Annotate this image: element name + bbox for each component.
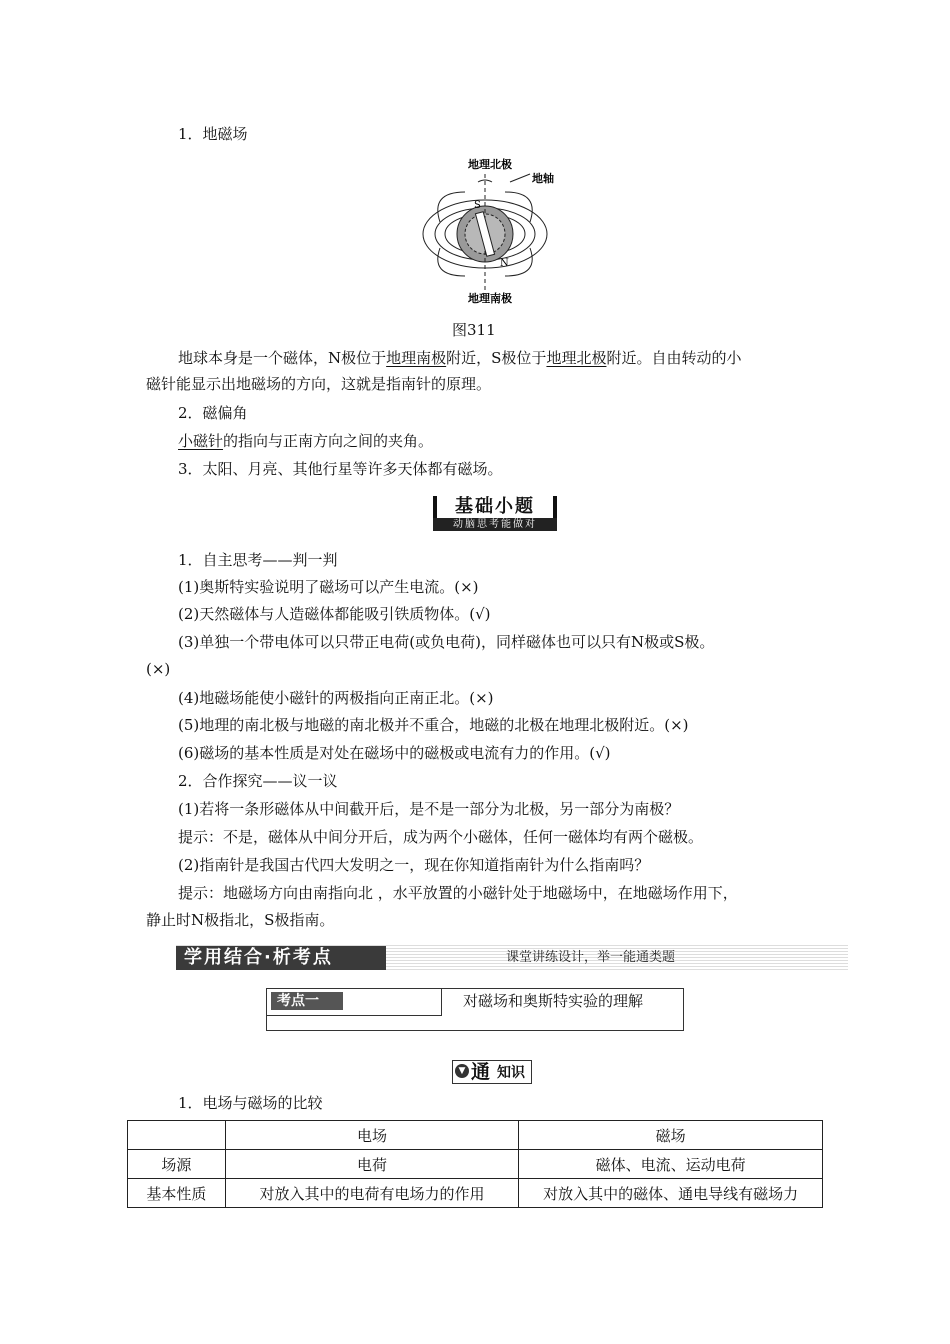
earth-magnetic-field-figure	[410, 152, 560, 304]
comparison-table	[127, 1120, 823, 1208]
question-3: (3)单独一个带电体可以只带正电荷(或负电荷)，同样磁体也可以只有N极或S极。	[178, 633, 715, 651]
exam-point-title: 对磁场和奥斯特实验的理解	[463, 992, 644, 1010]
table-cell: 场源	[128, 1150, 226, 1179]
discussion-2-hint-line2: 静止时N极指北，S极指南。	[146, 911, 335, 929]
table-header-row	[128, 1121, 823, 1150]
table-cell: 电荷	[225, 1150, 519, 1179]
exam-point-tag-cell	[267, 989, 442, 1016]
label-n-pole: N	[500, 258, 509, 269]
table-cell: 对放入其中的磁体、通电导线有磁场力	[519, 1179, 823, 1208]
knowledge-badge	[452, 1060, 532, 1084]
question-4: (4)地磁场能使小磁针的两极指向正南正北。(×)	[178, 689, 494, 707]
question-5: (5)地理的南北极与地磁的南北极并不重合，地磁的北极在地理北极附近。(×)	[178, 716, 689, 734]
heading-celestial: 3．太阳、月亮、其他行星等许多天体都有磁场。	[178, 460, 503, 478]
para-text: 附近。自由转动的小	[606, 349, 742, 367]
table-cell: 基本性质	[128, 1179, 226, 1208]
question-1: (1)奥斯特实验说明了磁场可以产生电流。(×)	[178, 578, 479, 596]
underline-needle: 小磁针	[178, 432, 224, 450]
para-text: 附近，S极位于	[446, 349, 547, 367]
discussion-2-hint: 提示：地磁场方向由南指向北 ，水平放置的小磁针处于地磁场中，在地磁场作用下，	[178, 884, 738, 902]
heading-geomagnetic-field: 1．地磁场	[178, 125, 248, 143]
banner-title: 基础小题	[433, 496, 557, 518]
paragraph-earth-magnet	[178, 348, 741, 368]
heading-declination: 2．磁偏角	[178, 404, 248, 422]
figure-caption: 图311	[452, 321, 496, 339]
knowledge-badge-small: 知识	[497, 1065, 525, 1081]
exam-point-box	[266, 988, 684, 1031]
question-6: (6)磁场的基本性质是对处在磁场中的磁极或电流有力的作用。(√)	[178, 744, 611, 762]
paragraph-declination	[178, 431, 433, 451]
heading-compare: 1．电场与磁场的比较	[178, 1094, 323, 1112]
banner-basic-questions	[429, 496, 553, 532]
table-cell: 磁体、电流、运动电荷	[519, 1150, 823, 1179]
section-band	[176, 944, 848, 972]
down-arrow-icon: ▼	[455, 1064, 469, 1078]
table-row	[128, 1150, 823, 1179]
label-s-pole: S	[474, 200, 481, 211]
table-cell: 对放入其中的电荷有电场力的作用	[225, 1179, 519, 1208]
label-earth-axis: 地轴	[532, 172, 554, 185]
discussion-2: (2)指南针是我国古代四大发明之一，现在你知道指南针为什么指南吗？	[178, 856, 650, 874]
table-header-cell: 电场	[225, 1121, 519, 1150]
discussion-1-hint: 提示：不是，磁体从中间分开后，成为两个小磁体，任何一磁体均有两个磁极。	[178, 828, 704, 846]
question-3-answer: (×)	[146, 660, 171, 678]
heading-self-think: 1．自主思考——判一判	[178, 551, 338, 569]
label-geographic-south: 地理南极	[468, 292, 512, 304]
band-subtitle: 课堂讲练设计，举一能通类题	[506, 950, 676, 965]
banner-subtitle: 动脑思考能做对	[433, 518, 557, 531]
question-2: (2)天然磁体与人造磁体都能吸引铁质物体。(√)	[178, 605, 491, 623]
table-header-cell	[128, 1121, 226, 1150]
label-geographic-north: 地理北极	[468, 158, 512, 171]
underline-south-pole: 地理南极	[386, 349, 447, 367]
table-header-cell: 磁场	[519, 1121, 823, 1150]
exam-point-tag: 考点一	[271, 992, 343, 1010]
table-row	[128, 1179, 823, 1208]
para-text: 的指向与正南方向之间的夹角。	[223, 432, 434, 450]
knowledge-badge-big: 通	[471, 1061, 491, 1083]
underline-north-pole: 地理北极	[546, 349, 607, 367]
heading-discuss: 2．合作探究——议一议	[178, 772, 338, 790]
band-title: 学用结合·析考点	[176, 946, 386, 970]
paragraph-earth-magnet-line2: 磁针能显示出地磁场的方向，这就是指南针的原理。	[146, 375, 492, 393]
para-text: 地球本身是一个磁体，N极位于	[178, 349, 387, 367]
discussion-1: (1)若将一条形磁体从中间截开后，是不是一部分为北极，另一部分为南极？	[178, 800, 680, 818]
